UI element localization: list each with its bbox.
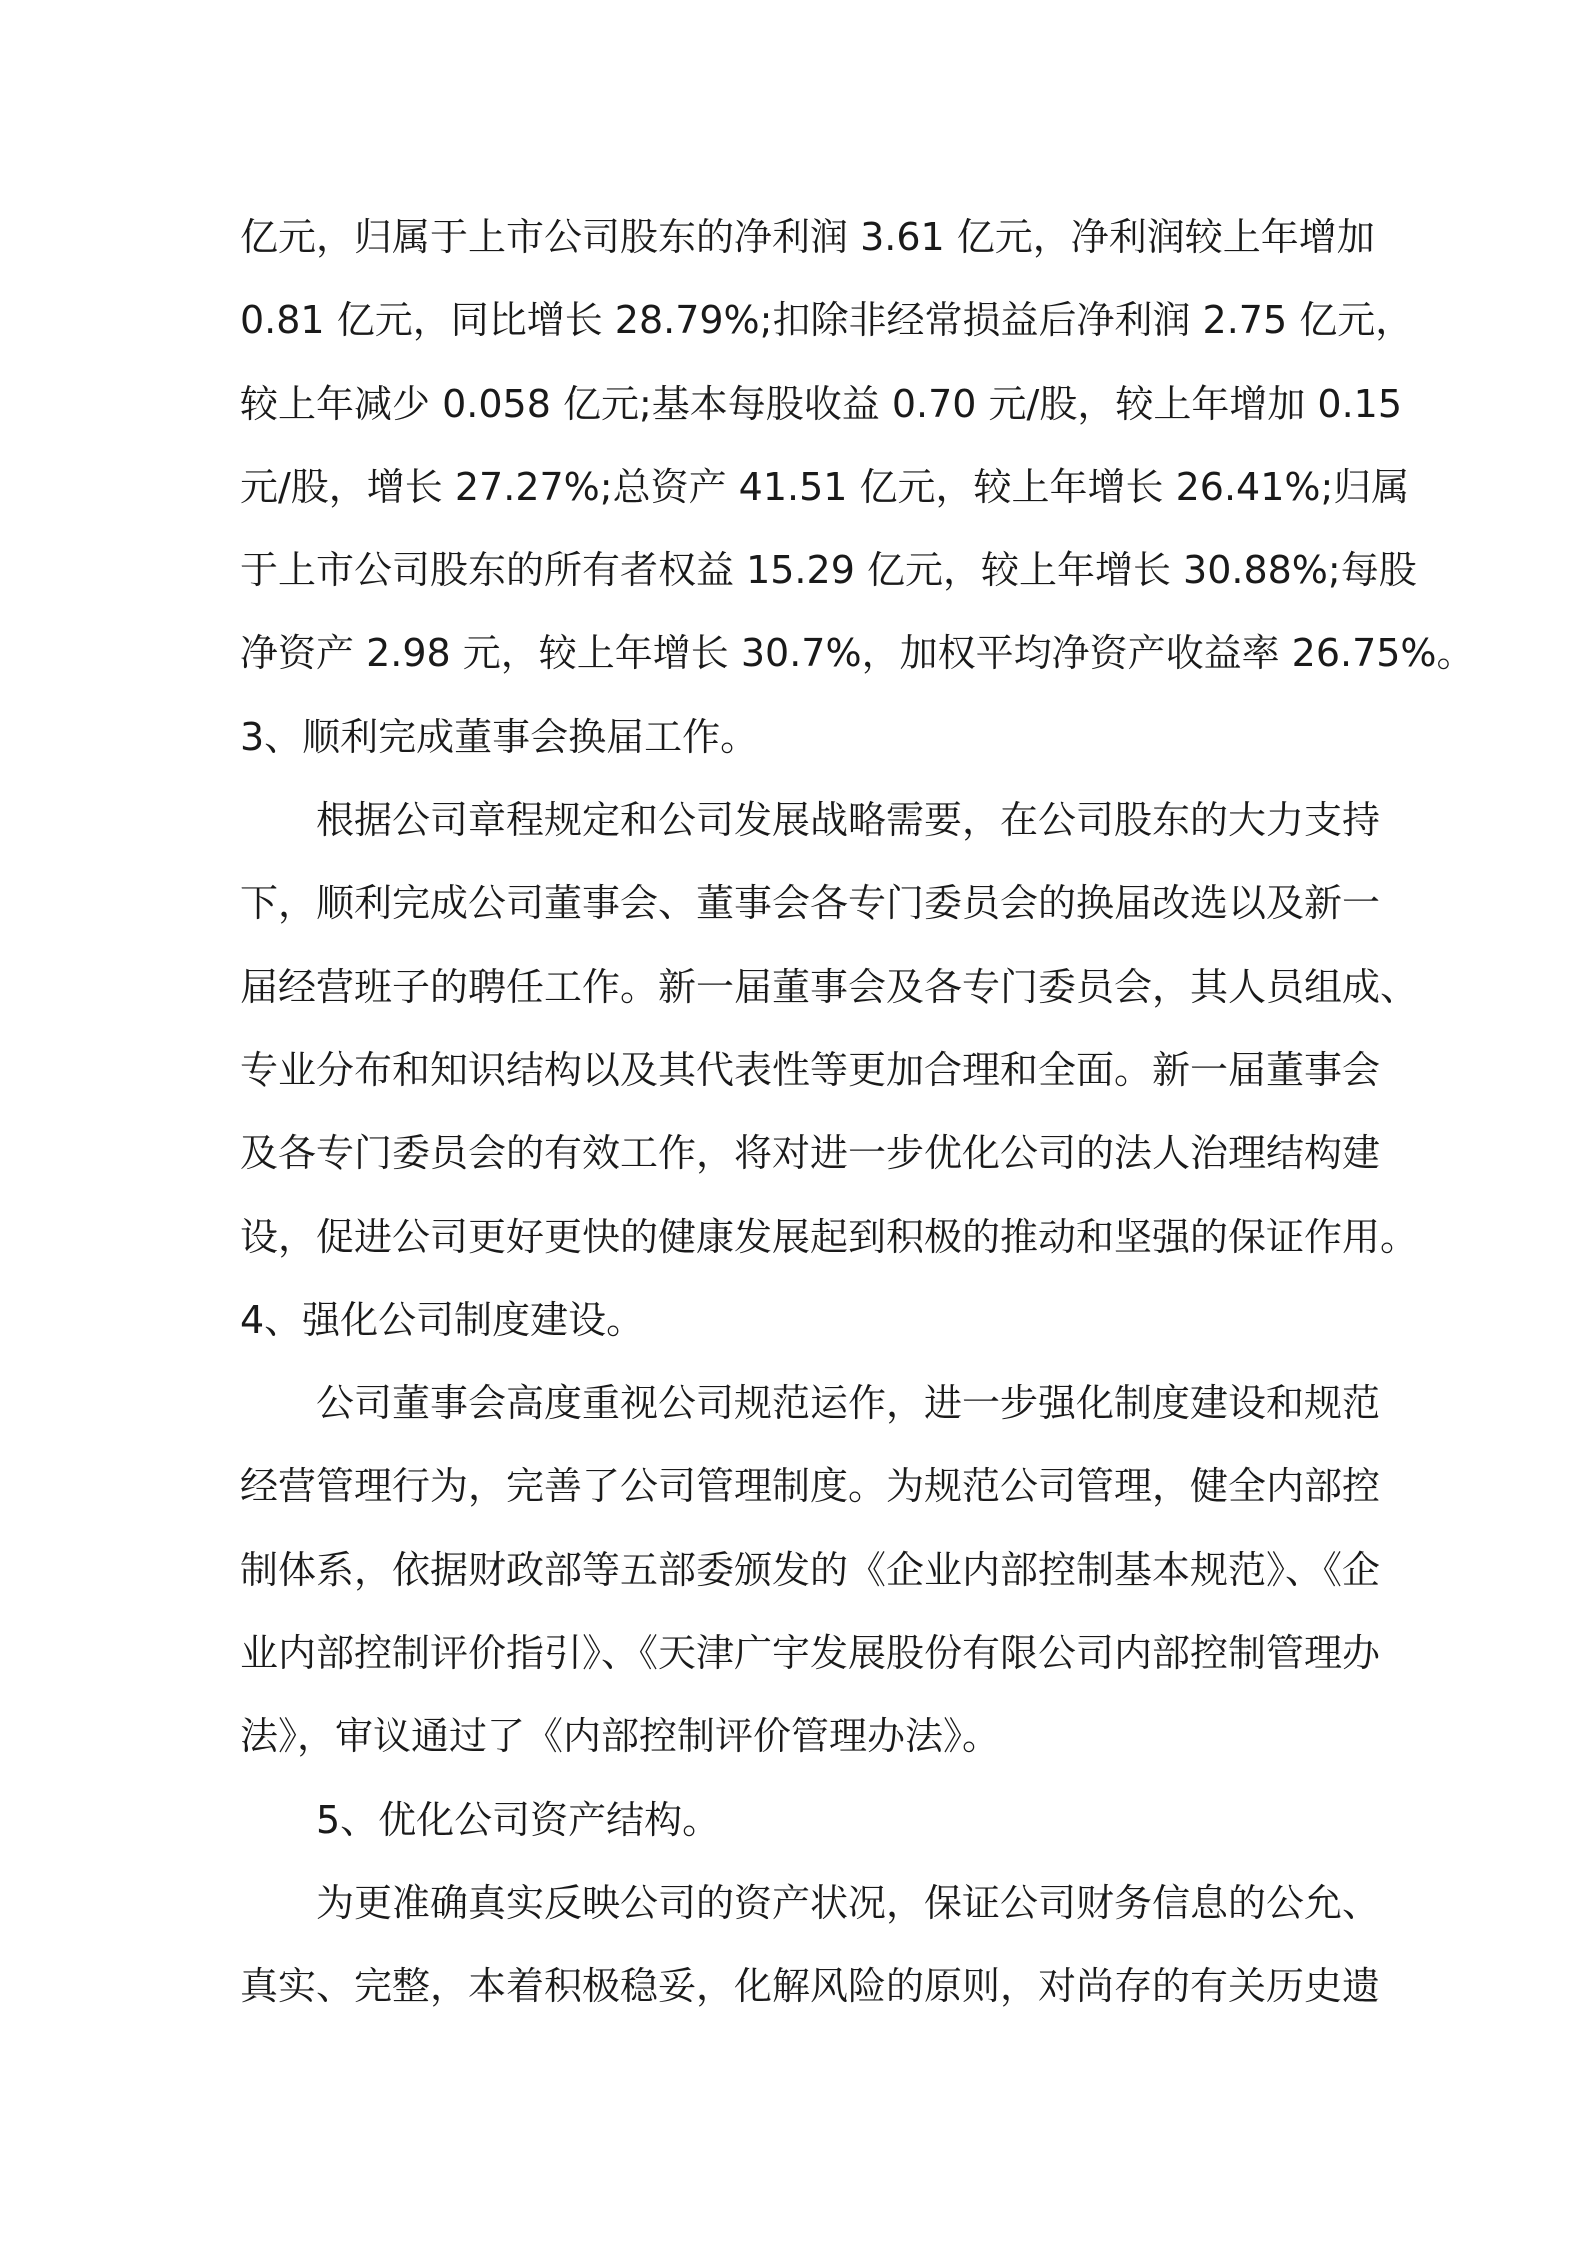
section-heading-5: 5、优化公司资产结构。 [316, 1797, 721, 1842]
body-text [240, 196, 1475, 2029]
text-line: 公司董事会高度重视公司规范运作，进一步强化制度建设和规范 [316, 1381, 1381, 1426]
text-line: 届经营班子的聘任工作。新一届董事会及各专门委员会，其人员组成、 [240, 964, 1419, 1009]
text-line: 及各专门委员会的有效工作，将对进一步优化公司的法人治理结构建 [240, 1131, 1381, 1176]
text-line: 经营管理行为，完善了公司管理制度。为规范公司管理，健全内部控 [240, 1464, 1381, 1509]
text-line: 亿元，归属于上市公司股东的净利润 3.61 亿元，净利润较上年增加 [240, 215, 1375, 259]
text-line: 0.81 亿元，同比增长 28.79%;扣除非经常损益后净利润 2.75 亿元， [240, 298, 1414, 343]
text-line: 法》，审议通过了《内部控制评价管理办法》。 [240, 1714, 1001, 1759]
text-line: 专业分布和知识结构以及其代表性等更加合理和全面。新一届董事会 [240, 1047, 1381, 1092]
text-line: 元/股，增长 27.27%;总资产 41.51 亿元，较上年增长 26.41%;归属 [240, 464, 1410, 509]
text-line: 真实、完整，本着积极稳妥，化解风险的原则，对尚存的有关历史遗 [240, 1964, 1381, 2009]
text-line: 下，顺利完成公司董事会、董事会各专门委员会的换届改选以及新一 [240, 881, 1381, 926]
text-line: 设，促进公司更好更快的健康发展起到积极的推动和坚强的保证作用。 [240, 1214, 1419, 1259]
text-line: 根据公司章程规定和公司发展战略需要，在公司股东的大力支持 [316, 798, 1381, 843]
text-line: 净资产 2.98 元，较上年增长 30.7%，加权平均净资产收益率 26.75%。 [240, 631, 1475, 676]
text-line: 为更准确真实反映公司的资产状况，保证公司财务信息的公允、 [316, 1880, 1381, 1925]
text-line: 制体系，依据财政部等五部委颁发的《企业内部控制基本规范》、《企 [240, 1547, 1381, 1592]
text-line: 业内部控制评价指引》、《天津广宇发展股份有限公司内部控制管理办 [240, 1631, 1381, 1676]
text-line: 较上年减少 0.058 亿元;基本每股收益 0.70 元/股，较上年增加 0.15 [240, 381, 1403, 426]
section-heading-4: 4、强化公司制度建设。 [240, 1297, 645, 1342]
text-line: 于上市公司股东的所有者权益 15.29 亿元，较上年增长 30.88%;每股 [240, 548, 1417, 593]
section-heading-3: 3、顺利完成董事会换届工作。 [240, 714, 759, 759]
